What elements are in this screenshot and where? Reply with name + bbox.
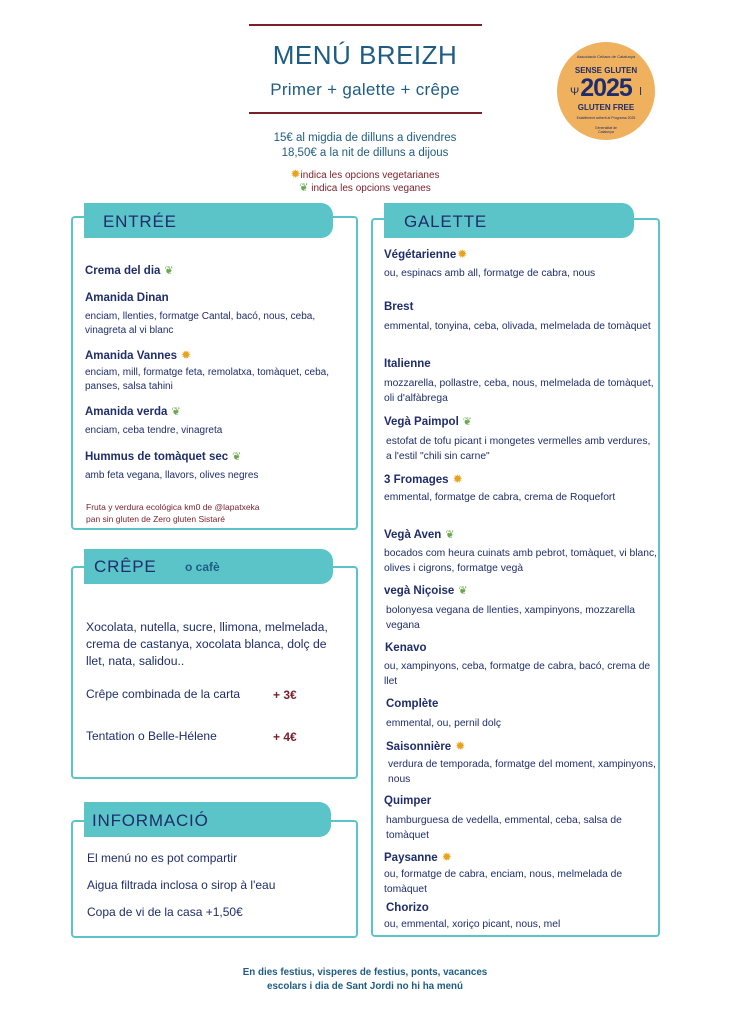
- info-line: El menú no es pot compartir: [87, 851, 238, 865]
- entree-title: ENTRÉE: [103, 212, 177, 231]
- leaf-icon: ❦: [458, 585, 468, 597]
- dish-name: Kenavo: [385, 642, 427, 654]
- footer-line: En dies festius, visperes de festius, ponts, vacances: [242, 967, 488, 978]
- leaf-icon: ❦: [462, 416, 472, 428]
- crepe-flavours: Xocolata, nutella, sucre, llimona, melmelada, crema de castanya, xocolata blanca, dolç de llet, nata, salidou..: [86, 620, 328, 668]
- entree-item: [85, 292, 169, 304]
- dish-name: Hummus de tomàquet sec: [85, 451, 229, 463]
- gluten-free-badge: [557, 42, 655, 140]
- info-line: Aigua filtrada inclosa o sirop à l'eau: [87, 878, 276, 892]
- legend-text: indica les opcions vegetarianes: [300, 170, 440, 181]
- entree-item: [85, 348, 191, 362]
- dish-description: enciam, mill, formatge feta, remolatxa, tomàquet, ceba, panses, salsa tahini: [85, 367, 329, 392]
- dish-name: vegà Niçoise: [384, 585, 455, 597]
- dish-description: ou, xampinyons, ceba, formatge de cabra, bacó, crema de llet: [384, 661, 651, 687]
- sunflower-icon: ✹: [452, 472, 463, 486]
- galette-item: [386, 698, 438, 710]
- dish-description: enciam, llenties, formatge Cantal, bacó, nous, ceba, vinagreta al vi blanc: [85, 311, 316, 336]
- dish-description: amb feta vegana, llavors, olives negres: [85, 470, 259, 481]
- crepe-title: CRÊPE: [94, 557, 157, 576]
- dish-name: 3 Fromages: [384, 474, 449, 486]
- dish-description: enciam, ceba tendre, vinagreta: [85, 425, 223, 436]
- sunflower-icon: ✹: [290, 167, 301, 181]
- dish-description: emmental, formatge de cabra, crema de Roquefort: [384, 492, 616, 503]
- dish-name: Italienne: [384, 358, 431, 370]
- price-line: 15€ al migdia de dilluns a divendres: [273, 132, 457, 144]
- entree-item: [85, 405, 181, 418]
- dish-description: bocados com heura cuinats amb pebrot, tomàquet, vi blanc, olives i cigrons, formatge vegà: [384, 548, 658, 574]
- leaf-icon: ❦: [299, 182, 309, 194]
- galette-item: [384, 301, 413, 313]
- title-rule-top: [249, 24, 482, 26]
- badge-line1: SENSE GLUTEN: [574, 66, 638, 75]
- legend-text: indica les opcions veganes: [311, 183, 431, 194]
- generalitat-logo: Generalitat de Catalunya: [595, 126, 617, 134]
- dish-name: Saisonnière: [386, 741, 452, 753]
- dish-description: estofat de tofu picant i mongetes vermelles amb verdures, a l'estil "chili sin carne": [386, 436, 651, 462]
- dish-name: Brest: [384, 301, 414, 313]
- price-info: [200, 131, 530, 161]
- info-line: Copa de vi de la casa +1,50€: [87, 905, 243, 919]
- info-title: INFORMACIÓ: [92, 811, 209, 830]
- dish-name: Vegà Aven: [384, 529, 442, 541]
- note-line: pan sin gluten de Zero gluten Sistaré: [86, 514, 225, 524]
- galette-item: [384, 415, 472, 428]
- dish-description: bolonyesa vegana de llenties, xampinyons, mozzarella vegana: [386, 605, 635, 631]
- supplier-note: [86, 501, 260, 525]
- dish-name: Crema del dia: [85, 265, 161, 277]
- title-rule-bottom: [249, 112, 482, 114]
- price-line: 18,50€ a la nit de dilluns a dijous: [281, 147, 449, 159]
- crepe-subtitle: o cafè: [185, 560, 220, 574]
- galette-item: [384, 358, 431, 370]
- crepe-extra-label: Crêpe combinada de la carta: [86, 687, 241, 701]
- crepe-section: [71, 566, 358, 779]
- galette-item: [384, 584, 468, 597]
- galette-item: [385, 642, 427, 654]
- sunflower-icon: ✹: [181, 348, 192, 362]
- leaf-icon: ❦: [232, 451, 242, 463]
- crepe-extra-price: + 3€: [273, 688, 297, 702]
- dish-description: ou, formatge de cabra, enciam, nous, melmelada de tomàquet: [384, 869, 623, 895]
- dish-description: emmental, tonyina, ceba, olivada, melmelada de tomàquet: [384, 321, 651, 332]
- note-line: Fruta y verdura ecológica km0 de @lapatxeka: [86, 502, 260, 512]
- dish-name: Amanida verda: [85, 406, 168, 418]
- dish-name: Amanida Dinan: [85, 292, 169, 304]
- dish-name: Amanida Vannes: [85, 350, 178, 362]
- badge-small-text: Establiment adherit al Programa 2025: [576, 116, 636, 120]
- badge-line2: GLUTEN FREE: [577, 103, 635, 112]
- dish-description: hamburguesa de vedella, emmental, ceba, salsa de tomàquet: [386, 815, 622, 841]
- knife-icon: ǀ: [639, 86, 642, 98]
- sunflower-icon: ✹: [457, 247, 468, 261]
- dish-name: Quimper: [384, 795, 432, 807]
- leaf-icon: ❦: [171, 406, 181, 418]
- sunflower-icon: ✹: [455, 739, 466, 753]
- galette-item: [384, 247, 467, 261]
- dish-description: ou, emmental, xoriço picant, nous, mel: [384, 919, 561, 930]
- sunflower-icon: ✹: [441, 850, 452, 864]
- dish-name: Paysanne: [384, 852, 438, 864]
- legend-item: [200, 182, 530, 195]
- galette-item: [384, 795, 431, 807]
- dish-description: verdura de temporada, formatge del moment, xampinyons, nous: [388, 759, 656, 785]
- leaf-icon: ❦: [445, 529, 455, 541]
- leaf-icon: ❦: [164, 265, 174, 277]
- page-subtitle: Primer + galette + crêpe: [270, 80, 460, 99]
- footer-note: [200, 966, 530, 994]
- galette-item: [386, 902, 429, 914]
- entree-item: [85, 264, 174, 277]
- dish-name: Complète: [386, 698, 439, 710]
- crepe-extra-price: + 4€: [273, 730, 297, 744]
- crepe-extra-label: Tentation o Belle-Hélene: [86, 729, 217, 743]
- footer-line: escolars i dia de Sant Jordi no hi ha menú: [267, 981, 463, 992]
- dish-name: Végétarienne: [384, 249, 457, 261]
- galette-item: [384, 528, 455, 541]
- dish-description: mozzarella, pollastre, ceba, nous, melmelada de tomàquet, oli d'alfàbrega: [384, 378, 654, 404]
- galette-item: [384, 472, 463, 486]
- badge-org: Associació Celíacs de Catalunya: [576, 54, 636, 59]
- badge-year: 2025: [580, 74, 632, 102]
- galette-item: [386, 739, 465, 753]
- fork-icon: Ψ: [570, 86, 580, 98]
- entree-item: [85, 450, 241, 463]
- galette-item: [384, 850, 452, 864]
- dish-description: emmental, ou, pernil dolç: [386, 718, 502, 729]
- galette-title: GALETTE: [404, 212, 488, 231]
- dish-name: Chorizo: [386, 902, 429, 914]
- legend: [200, 168, 530, 195]
- page-title: MENÚ BREIZH: [272, 40, 458, 70]
- dish-name: Vegà Paimpol: [384, 416, 459, 428]
- dish-description: ou, espinacs amb all, formatge de cabra, nous: [384, 268, 596, 279]
- legend-item: [200, 168, 530, 182]
